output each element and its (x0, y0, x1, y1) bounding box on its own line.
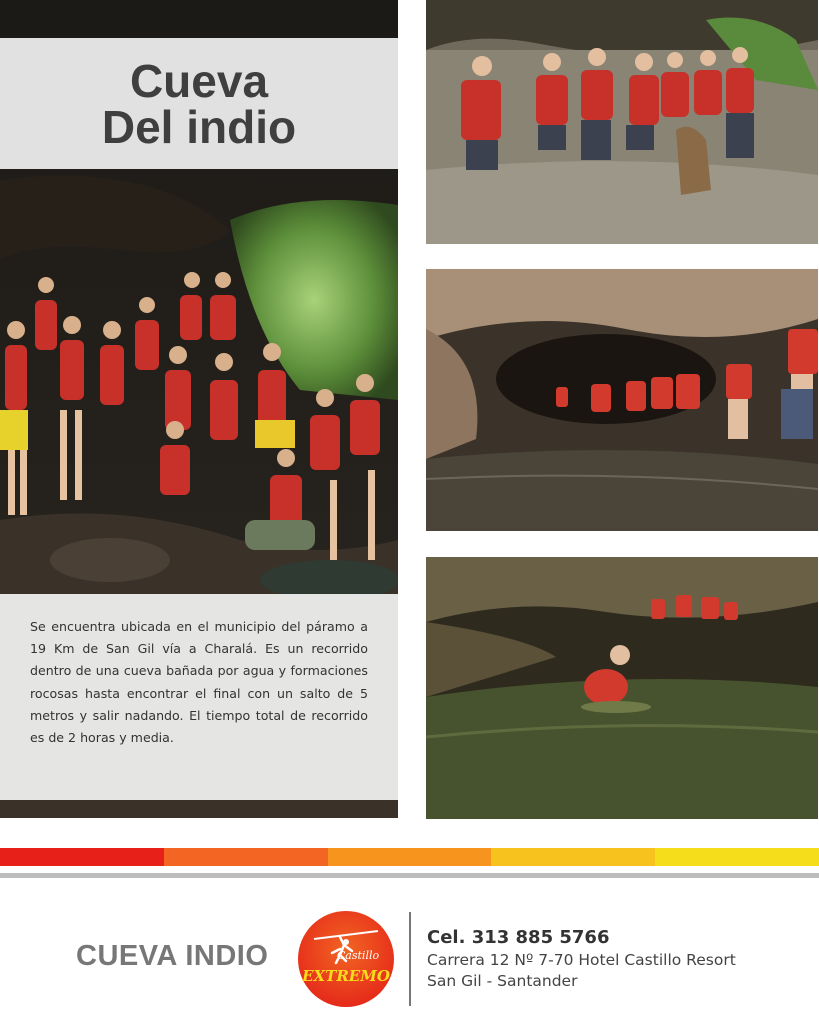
title-line-2: Del indio (101, 100, 297, 153)
footer-brand-name: CUEVA INDIO (76, 940, 269, 972)
gray-divider-line (0, 873, 819, 878)
stripe-segment (164, 848, 328, 866)
castillo-extremo-logo (296, 909, 396, 1009)
contact-block (427, 926, 736, 992)
stripe-segment (328, 848, 492, 866)
description-panel (0, 594, 398, 800)
title-panel (0, 38, 398, 169)
title-line-1: Cueva (129, 54, 269, 107)
contact-city: San Gil - Santander (427, 972, 578, 990)
cave-water-walk-photo (426, 269, 818, 531)
cave-swim-photo (426, 557, 818, 819)
stripe-segment (0, 848, 164, 866)
contact-address: Carrera 12 Nº 7-70 Hotel Castillo Resort (427, 951, 736, 969)
footer-vertical-divider (409, 912, 411, 1006)
description-text: Se encuentra ubicada en el municipio del páramo a 19 Km de San Gil vía a Charalá. Es un recorrido dentro de una cueva bañada por agua y formaciones rocosas hasta encontrar el final con un salto de 5 metros y salir nadando. El tiempo total de recorrido es de 2 horas y media. (30, 619, 368, 746)
color-stripe-bar (0, 848, 819, 866)
stripe-segment (655, 848, 819, 866)
logo-text-top: Castillo (336, 949, 380, 962)
group-cave-exit-photo (426, 0, 818, 244)
logo-text-bottom: EXTREMO (302, 967, 390, 985)
stripe-segment (491, 848, 655, 866)
contact-phone: Cel. 313 885 5766 (427, 927, 610, 948)
